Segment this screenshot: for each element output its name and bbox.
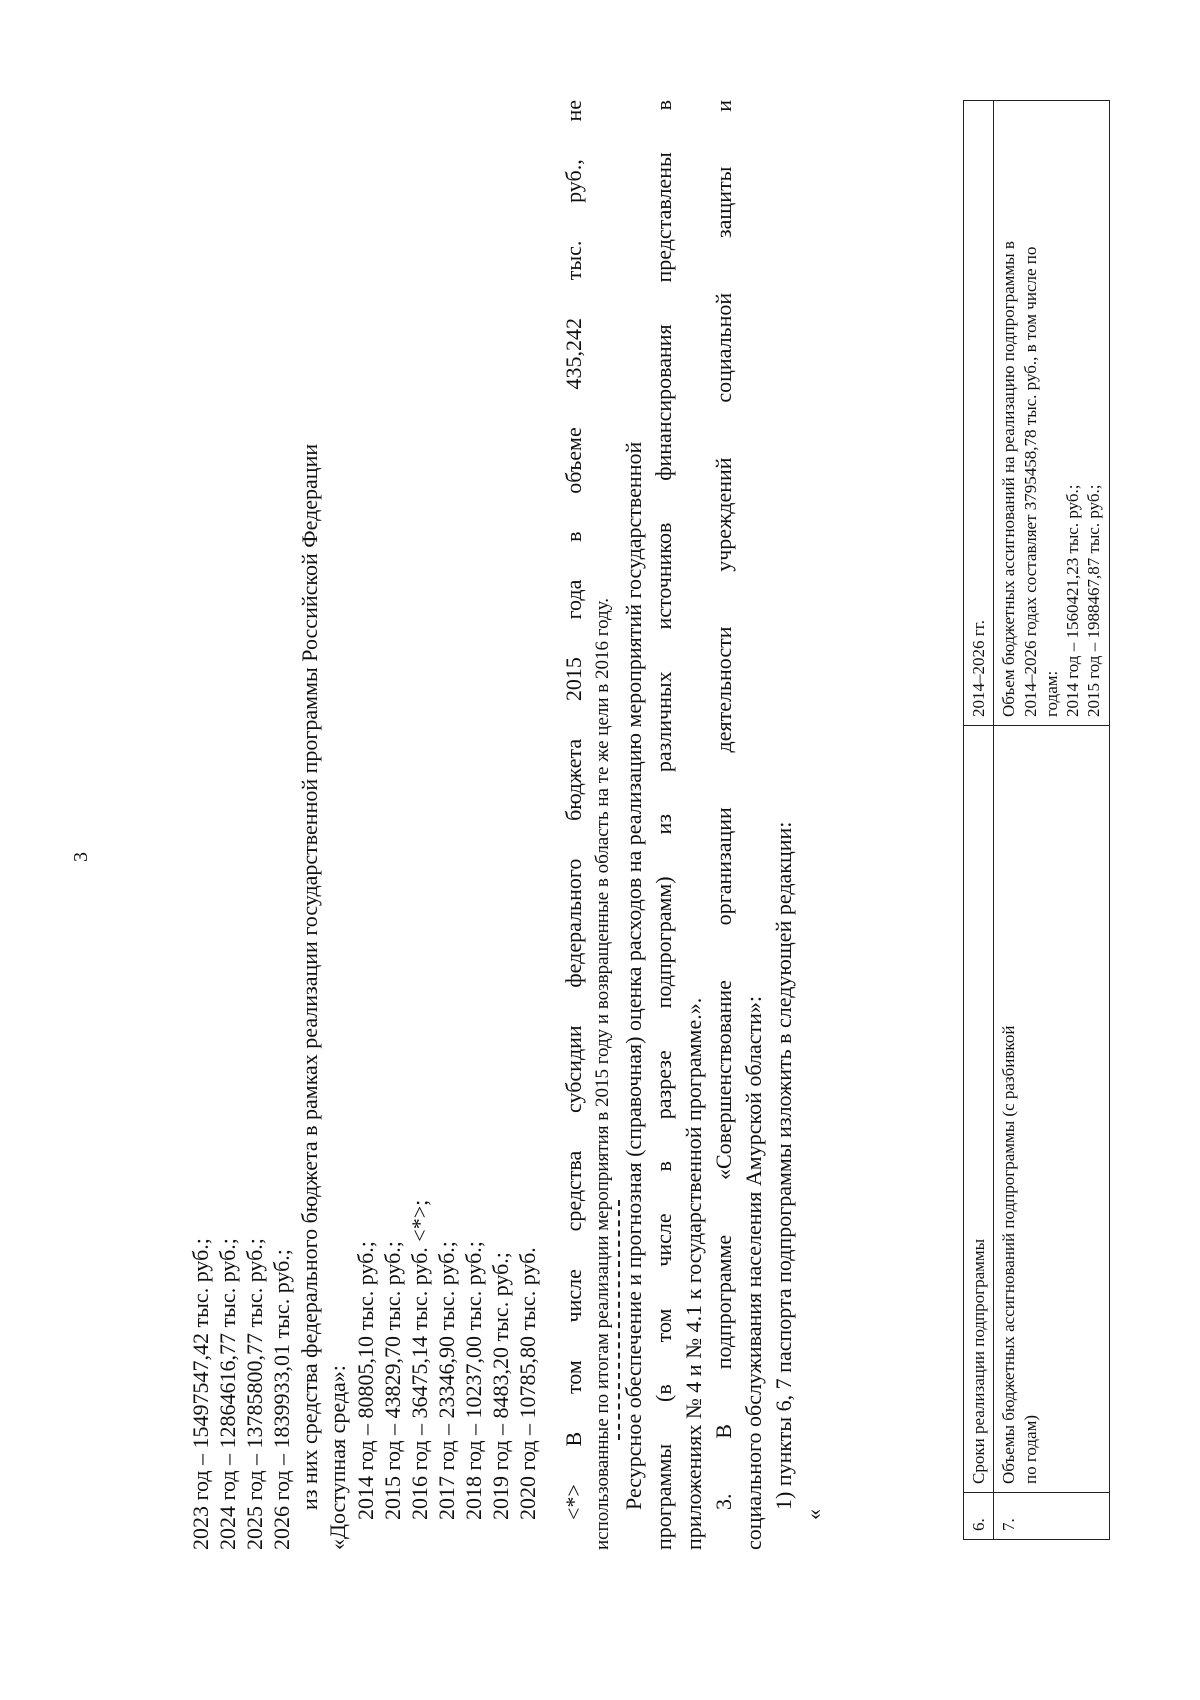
value-line: 2014 год – 1560421,23 тыс. руб.; xyxy=(1063,484,1082,717)
federal-line-2017: 2017 год – 23346,90 тыс. руб.; xyxy=(434,1241,459,1520)
value-line: 2014–2026 гг. xyxy=(969,619,988,717)
row-number: 7. xyxy=(994,1493,1109,1540)
row-value xyxy=(964,101,994,726)
item3-line-1: 3. В подпрограмме «Совершенствование организации деятельности учреждений социальной защиты и xyxy=(711,100,736,1510)
federal-line-2020: 2020 год – 10785,80 тыс. руб. xyxy=(515,1247,540,1520)
row-name: Сроки реализации подпрограммы xyxy=(964,726,994,1493)
federal-line-2015: 2015 год – 43829,70 тыс. руб.; xyxy=(380,1241,405,1520)
subprogram-passport-table xyxy=(963,100,1110,1540)
federal-intro: из них средства федерального бюджета в рамках реализации государственной программы Российской Федерации xyxy=(297,443,322,1510)
resource-line-3: приложениях № 4 и № 4.1 к государственной программе.». xyxy=(681,997,706,1550)
name-line: по годам) xyxy=(1020,1414,1040,1484)
item3-line-2: социального обслуживания населения Амурской области»: xyxy=(741,996,766,1550)
year-line-2025: 2025 год – 13785800,77 тыс. руб.; xyxy=(242,1238,267,1550)
row-number: 6. xyxy=(964,1493,994,1540)
resource-line-2: программы (в том числе в разрезе подпрограмм) из различных источников финансирования представлены в xyxy=(651,100,676,1550)
footnote-line-1: <*> В том числе средства субсидии федерального бюджета 2015 года в объеме 435,242 тыс. руб., не xyxy=(561,100,586,1520)
federal-line-2019: 2019 год – 8483,20 тыс. руб.; xyxy=(488,1252,513,1520)
value-line: годам: xyxy=(1041,670,1061,717)
table-row xyxy=(994,101,1109,1540)
value-line: 2015 год – 1988467,87 тыс. руб.; xyxy=(1084,484,1104,717)
footnote-line-2: использованные по итогам реализации мероприятия в 2015 году и возвращенные в область на те же цели в 2016 году. xyxy=(592,597,613,1550)
federal-line-2018: 2018 год – 10237,00 тыс. руб.; xyxy=(461,1241,486,1520)
item3-subitem-1: 1) пункты 6, 7 паспорта подпрограммы изложить в следующей редакции: xyxy=(771,821,796,1510)
name-line: Объемы бюджетных ассигнований подпрограммы (с разбивкой xyxy=(999,1025,1019,1484)
year-line-2026: 2026 год – 1839933,01 тыс. руб.; xyxy=(269,1249,294,1550)
open-quote: « xyxy=(801,1509,826,1520)
footnote-separator xyxy=(618,1200,620,1440)
resource-line-1: Ресурсное обеспечение и прогнозная (справочная) оценка расходов на реализацию мероприятий государственной xyxy=(621,441,646,1510)
federal-program-name: «Доступная среда»: xyxy=(325,1365,350,1550)
federal-line-2014: 2014 год – 80805,10 тыс. руб.; xyxy=(353,1241,378,1520)
year-line-2023: 2023 год – 15497547,42 тыс. руб.; xyxy=(188,1238,213,1550)
table-row xyxy=(964,101,994,1540)
row-name xyxy=(994,726,1109,1493)
year-line-2024: 2024 год – 12864616,77 тыс. руб.; xyxy=(215,1238,240,1550)
value-line: Объем бюджетных ассигнований на реализацию подпрограммы в xyxy=(999,241,1019,717)
value-line: 2014–2026 годах составляет 3795458,78 тыс. руб., в том числе по xyxy=(1020,246,1040,717)
row-value xyxy=(994,101,1109,726)
page-number: 3 xyxy=(70,852,92,862)
federal-line-2016: 2016 год – 36475,14 тыс. руб. <*>; xyxy=(407,1199,432,1520)
